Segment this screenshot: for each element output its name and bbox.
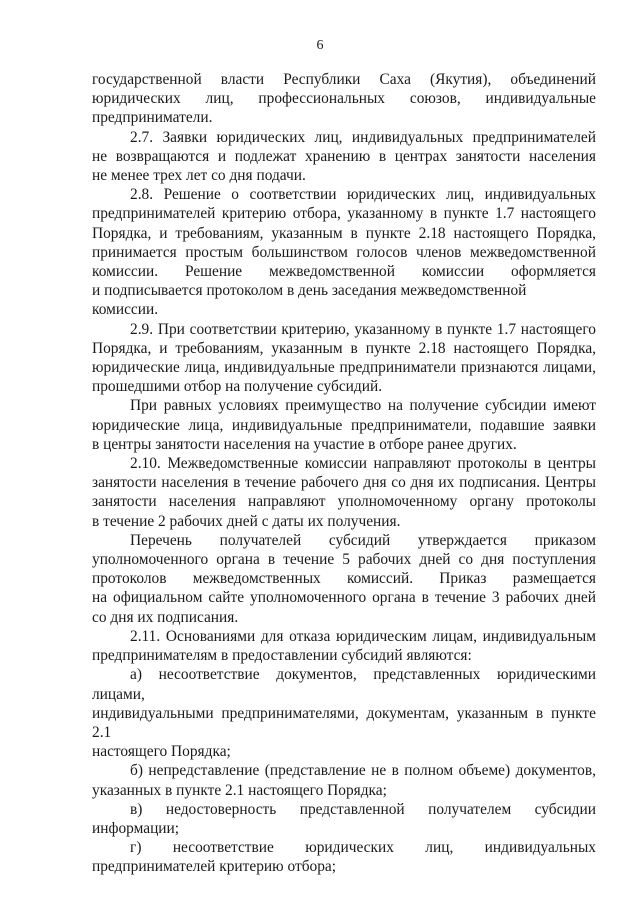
paragraph-2-8 — [92, 185, 596, 319]
text-line: принимается простым большинством голосов членов межведомственной — [92, 243, 596, 261]
page-number: 6 — [316, 38, 324, 53]
text-line: уполномоченного органа в течение 5 рабочих дней со дня поступления — [92, 551, 596, 569]
text-line: настоящего Порядка; — [92, 743, 231, 761]
paragraph-equal-conditions — [92, 396, 596, 454]
text-line: предпринимателям в предоставлении субсидий являются: — [92, 647, 472, 665]
text-line: 2.11. Основаниями для отказа юридическим лицам, индивидуальным — [130, 627, 596, 645]
text-line: юридические лица, индивидуальные предприниматели признаются лицами, — [92, 359, 596, 377]
text-line: не менее трех лет со дня подачи. — [92, 167, 306, 185]
document-body — [92, 70, 596, 877]
text-line: предприниматели. — [92, 109, 213, 127]
paragraph-2-11 — [92, 627, 596, 665]
text-line: со дня их подписания. — [92, 608, 239, 626]
text-line: предпринимателей критерию отбора; — [92, 858, 337, 876]
text-line: юридических лиц, профессиональных союзов, индивидуальные — [92, 90, 596, 108]
text-line: г) несоответствие юридических лиц, индивидуальных — [130, 839, 596, 857]
text-line: 2.7. Заявки юридических лиц, индивидуальных предпринимателей — [130, 128, 596, 146]
text-line: Порядка, и требованиям, указанным в пункте 2.18 настоящего Порядка, — [92, 339, 596, 357]
text-line: 2.8. Решение о соответствии юридических лиц, индивидуальных — [130, 186, 596, 204]
paragraph-2-10 — [92, 454, 596, 531]
text-line: Порядка, и требованиям, указанным в пункте 2.18 настоящего Порядка, — [92, 224, 596, 242]
text-line: Перечень получателей субсидий утверждается приказом — [130, 531, 596, 549]
text-line: При равных условиях преимущество на получение субсидии имеют — [130, 397, 596, 415]
text-line: в) недостоверность представленной получателем субсидии — [130, 800, 596, 818]
paragraph-2-9 — [92, 320, 596, 397]
paragraph-recipients-list — [92, 531, 596, 627]
text-line: комиссии. Решение межведомственной комиссии оформляется — [92, 263, 596, 281]
text-line: занятости населения в течение рабочего дня со дня их подписания. Центры — [92, 474, 596, 492]
list-item-a — [92, 665, 596, 761]
list-item-g — [92, 838, 596, 876]
text-line: в центры занятости населения на участие в отборе ранее других. — [92, 435, 517, 453]
text-line: указанных в пункте 2.1 настоящего Порядка; — [92, 781, 387, 799]
text-line: индивидуальными предпринимателями, документам, указанным в пункте 2.1 — [92, 704, 596, 741]
paragraph-intro-continuation — [92, 70, 596, 128]
text-line: занятости населения направляют уполномоченному органу протоколы — [92, 493, 596, 511]
text-line: б) непредставление (представление не в полном объеме) документов, — [130, 762, 596, 780]
text-line: в течение 2 рабочих дней с даты их получения. — [92, 512, 401, 530]
text-line: 2.9. При соответствии критерию, указанному в пункте 1.7 настоящего — [130, 320, 596, 338]
list-item-b — [92, 761, 596, 799]
paragraph-2-7 — [92, 128, 596, 186]
text-line: на официальном сайте уполномоченного органа в течение 3 рабочих дней — [92, 589, 596, 607]
text-line: прошедшими отбор на получение субсидий. — [92, 378, 383, 396]
text-line: юридические лица, индивидуальные предприниматели, подавшие заявки — [92, 416, 596, 434]
text-line: не возвращаются и подлежат хранению в центрах занятости населения — [92, 147, 596, 165]
text-line: информации; — [92, 819, 180, 837]
text-line: а) несоответствие документов, представленных юридическими лицами, — [92, 666, 596, 703]
text-line: государственной власти Республики Саха (Якутия), объединений — [92, 71, 596, 88]
text-line: протоколов межведомственных комиссий. Приказ размещается — [92, 570, 596, 588]
text-line: предпринимателей критерию отбора, указанному в пункте 1.7 настоящего — [92, 205, 596, 223]
text-line: и подписывается протоколом в день заседания межведомственной комиссии. — [92, 282, 527, 319]
list-item-v — [92, 800, 596, 838]
text-line: 2.10. Межведомственные комиссии направляют протоколы в центры — [130, 455, 596, 473]
